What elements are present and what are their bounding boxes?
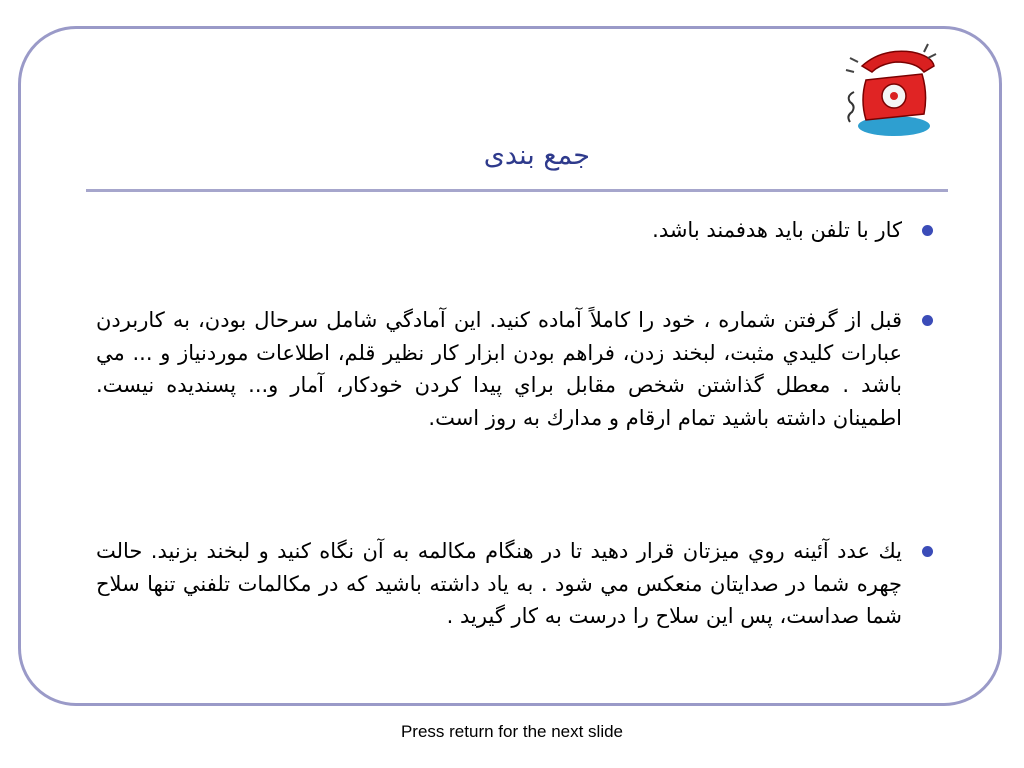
- bullet-text: يك عدد آئينه روي ميزتان قرار دهيد تا در هنگام مكالمه به آن نگاه كنيد و لبخند بزنيد. حالت چهره شما در صدايتان منعكس مي شود . به ياد داشته باشيد كه در مكالمات تلفني تنها سلاح شما صداست، پس اين سلاح را درست به كار گيريد .: [96, 539, 902, 628]
- telephone-icon: [832, 40, 944, 140]
- bullet-item-1: [96, 214, 902, 247]
- next-slide-hint: Press return for the next slide: [400, 722, 624, 741]
- slide-title: جمع بندی: [483, 140, 590, 171]
- bullet-dot: [922, 315, 933, 326]
- bullet-dot: [922, 546, 933, 557]
- bullet-dot: [922, 225, 933, 236]
- bullet-text: قبل از گرفتن شماره ، خود را کاملاً آماده کنید. این آمادگي شامل سرحال بودن، به کاربردن عبارات کليدي مثبت، لبخند زدن، فراهم بودن ابزار کار نظير قلم، اطلاعات موردنياز و ... مي باشد . معطل گذاشتن شخص مقابل براي پيدا کردن خودکار، آمار و... پسنديده نيست. اطمينان داشته باشيد تمام ارقام و مدارك به روز است.: [96, 308, 902, 430]
- bullet-item-3: [96, 535, 902, 633]
- title-divider: [86, 189, 948, 192]
- bullet-text: کار با تلفن باید هدفمند باشد.: [652, 218, 902, 242]
- bullet-item-2: [96, 304, 902, 434]
